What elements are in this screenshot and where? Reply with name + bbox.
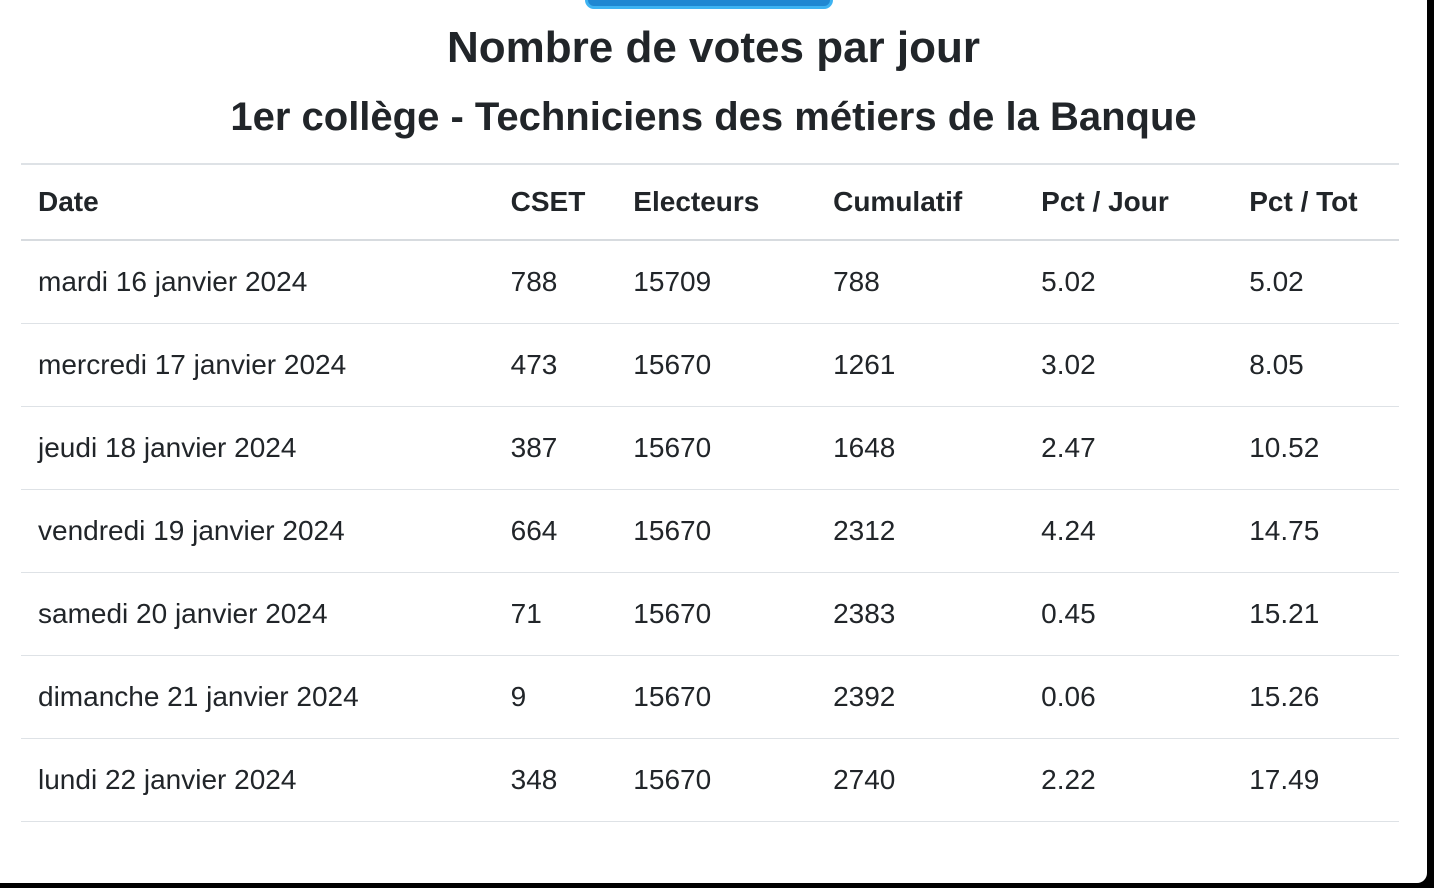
cell-date: samedi 20 janvier 2024 — [21, 572, 494, 655]
column-header-cumulatif: Cumulatif — [816, 164, 1024, 240]
cell-pct-tot: 8.05 — [1232, 323, 1399, 406]
cell-cumulatif: 2392 — [816, 655, 1024, 738]
cell-cset: 9 — [494, 655, 617, 738]
cell-pct-jour: 2.22 — [1024, 738, 1232, 821]
cell-cumulatif: 2383 — [816, 572, 1024, 655]
top-partial-button[interactable] — [585, 0, 833, 9]
cell-cset: 788 — [494, 240, 617, 324]
table-row — [21, 655, 1399, 738]
cell-pct-tot: 14.75 — [1232, 489, 1399, 572]
cell-electeurs: 15670 — [616, 655, 816, 738]
cell-electeurs: 15709 — [616, 240, 816, 324]
table-row — [21, 572, 1399, 655]
votes-table — [21, 163, 1399, 822]
column-header-electeurs: Electeurs — [616, 164, 816, 240]
table-body — [21, 240, 1399, 822]
cell-cumulatif: 2740 — [816, 738, 1024, 821]
cell-cset: 71 — [494, 572, 617, 655]
page-title: Nombre de votes par jour — [446, 23, 980, 72]
column-header-cset: CSET — [494, 164, 617, 240]
cell-cset: 348 — [494, 738, 617, 821]
cell-pct-jour: 2.47 — [1024, 406, 1232, 489]
table-row — [21, 240, 1399, 324]
cell-date: vendredi 19 janvier 2024 — [21, 489, 494, 572]
cell-cumulatif: 1261 — [816, 323, 1024, 406]
cell-cumulatif: 788 — [816, 240, 1024, 324]
cell-date: mardi 16 janvier 2024 — [21, 240, 494, 324]
cell-electeurs: 15670 — [616, 489, 816, 572]
cell-date: lundi 22 janvier 2024 — [21, 738, 494, 821]
column-header-pct-jour: Pct / Jour — [1024, 164, 1232, 240]
cell-pct-jour: 3.02 — [1024, 323, 1232, 406]
cell-cset: 473 — [494, 323, 617, 406]
header-row — [21, 164, 1399, 240]
table-row — [21, 406, 1399, 489]
table-container — [21, 163, 1399, 822]
table-row — [21, 489, 1399, 572]
table-row — [21, 738, 1399, 821]
table-row — [21, 323, 1399, 406]
cell-cumulatif: 2312 — [816, 489, 1024, 572]
table-header — [21, 164, 1399, 240]
cell-date: jeudi 18 janvier 2024 — [21, 406, 494, 489]
column-header-pct-tot: Pct / Tot — [1232, 164, 1399, 240]
cell-date: mercredi 17 janvier 2024 — [21, 323, 494, 406]
cell-pct-tot: 17.49 — [1232, 738, 1399, 821]
page-header — [0, 0, 1427, 141]
page-subtitle: 1er collège - Techniciens des métiers de la Banque — [230, 94, 1197, 139]
column-header-date: Date — [21, 164, 494, 240]
cell-pct-jour: 5.02 — [1024, 240, 1232, 324]
cell-pct-tot: 15.21 — [1232, 572, 1399, 655]
cell-cset: 664 — [494, 489, 617, 572]
cell-pct-jour: 0.45 — [1024, 572, 1232, 655]
cell-electeurs: 15670 — [616, 738, 816, 821]
cell-pct-tot: 5.02 — [1232, 240, 1399, 324]
cell-cumulatif: 1648 — [816, 406, 1024, 489]
cell-pct-jour: 4.24 — [1024, 489, 1232, 572]
cell-date: dimanche 21 janvier 2024 — [21, 655, 494, 738]
cell-electeurs: 15670 — [616, 406, 816, 489]
cell-pct-tot: 15.26 — [1232, 655, 1399, 738]
cell-electeurs: 15670 — [616, 572, 816, 655]
cell-cset: 387 — [494, 406, 617, 489]
cell-pct-jour: 0.06 — [1024, 655, 1232, 738]
cell-electeurs: 15670 — [616, 323, 816, 406]
cell-pct-tot: 10.52 — [1232, 406, 1399, 489]
